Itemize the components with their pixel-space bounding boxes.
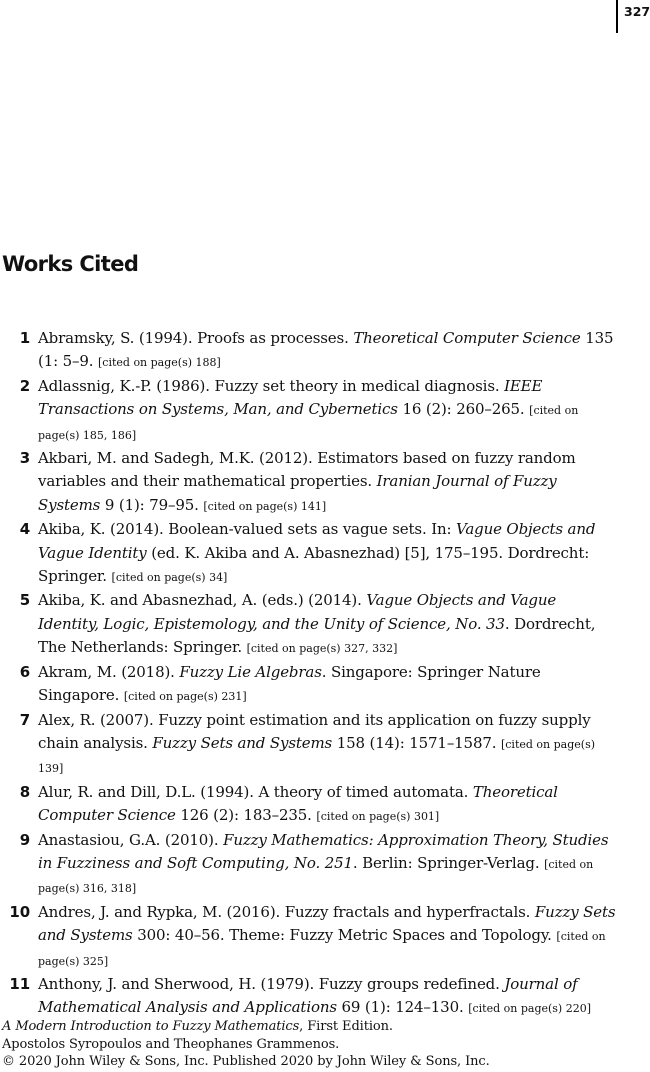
- book-title: A Modern Introduction to Fuzzy Mathematics: [2, 1019, 300, 1034]
- reference-number: 1: [19, 329, 30, 347]
- reference-number: 10: [9, 902, 30, 921]
- reference-source-title: Theoretical Computer Science: [353, 329, 581, 347]
- reference-item: [0, 781, 620, 829]
- reference-item: [0, 327, 620, 375]
- reference-item: [0, 589, 620, 660]
- reference-item: [0, 447, 620, 518]
- reference-number: 11: [9, 974, 30, 993]
- reference-source-title: Fuzzy Sets and Systems: [152, 733, 333, 752]
- reference-text: Abramsky, S. (1994). Proofs as processes.: [38, 329, 354, 347]
- reference-number: 5: [19, 591, 30, 610]
- reference-text: . Berlin: Springer-Verlag.: [352, 853, 545, 872]
- reference-number: 4: [19, 520, 30, 539]
- reference-citation-pages: [cited on page(s) 185, 186]: [38, 404, 579, 442]
- reference-number: 3: [19, 449, 30, 468]
- reference-text: Adlassnig, K.-P. (1986). Fuzzy set theory in medical diagnosis.: [38, 376, 505, 395]
- reference-text: . Dordrecht, The Netherlands: Springer.: [38, 614, 596, 657]
- reference-number: 7: [19, 710, 30, 729]
- reference-citation-pages: [cited on page(s) 220]: [468, 1002, 592, 1016]
- reference-text: Akbari, M. and Sadegh, M.K. (2012). Estimators based on fuzzy random variables and their mathematical properties.: [38, 449, 576, 491]
- reference-text: Akiba, K. (2014). Boolean-valued sets as vague sets. In:: [38, 520, 457, 539]
- reference-text: . Singapore: Springer Nature Singapore.: [38, 662, 541, 705]
- reference-citation-pages: [cited on page(s) 327, 332]: [246, 642, 398, 656]
- reference-citation-pages: [cited on page(s) 325]: [38, 930, 606, 968]
- reference-source-title: Fuzzy Lie Algebras: [179, 662, 322, 681]
- footer-book-line: [2, 1018, 490, 1036]
- reference-number: 6: [19, 662, 30, 681]
- reference-citation-pages: [cited on page(s) 188]: [98, 356, 221, 370]
- book-edition: , First Edition.: [299, 1019, 393, 1034]
- reference-item: [0, 375, 620, 447]
- reference-text: Andres, J. and Rypka, M. (2016). Fuzzy fractals and hyperfractals.: [38, 902, 535, 921]
- reference-item: [0, 709, 620, 781]
- reference-text: 126 (2): 183–235.: [175, 806, 317, 825]
- reference-text: 135 (1: 5–9.: [38, 329, 614, 371]
- reference-text: 69 (1): 124–130.: [336, 998, 469, 1017]
- reference-source-title: Iranian Journal of Fuzzy Systems: [38, 472, 557, 514]
- reference-text: 158 (14): 1571–1587.: [332, 733, 501, 752]
- page-number: 327: [624, 4, 650, 19]
- reference-item: [0, 901, 620, 973]
- reference-citation-pages: [cited on page(s) 316, 318]: [38, 857, 594, 896]
- reference-text: Akram, M. (2018).: [38, 662, 180, 681]
- reference-source-title: Fuzzy Sets and Systems: [38, 902, 616, 945]
- reference-number: 8: [19, 782, 30, 801]
- reference-item: [0, 829, 620, 901]
- footer-copyright: © 2020 John Wiley & Sons, Inc. Published 2020 by John Wiley & Sons, Inc.: [2, 1054, 490, 1069]
- reference-number: 9: [19, 830, 30, 849]
- reference-citation-pages: [cited on page(s) 141]: [203, 499, 327, 513]
- reference-text: (ed. K. Akiba and A. Abasnezhad) [5], 175–195. Dordrecht: Springer.: [38, 543, 590, 586]
- reference-text: 9 (1): 79–95.: [100, 495, 204, 514]
- reference-item: [0, 661, 620, 709]
- reference-source-title: Fuzzy Mathematics: Approximation Theory, Studies in Fuzziness and Soft Computing, No. 251: [38, 830, 609, 872]
- reference-list: [0, 327, 620, 1021]
- footer: [2, 1018, 490, 1071]
- reference-number: 2: [19, 376, 30, 395]
- reference-citation-pages: [cited on page(s) 301]: [316, 810, 440, 824]
- reference-text: 16 (2): 260–265.: [397, 400, 530, 419]
- reference-text: Anastasiou, G.A. (2010).: [38, 830, 224, 849]
- reference-item: [0, 518, 620, 589]
- page-number-rule: [616, 0, 618, 33]
- reference-text: Anthony, J. and Sherwood, H. (1979). Fuzzy groups redefined.: [38, 974, 505, 993]
- reference-source-title: Journal of Mathematical Analysis and Applications: [38, 974, 578, 1017]
- reference-citation-pages: [cited on page(s) 231]: [123, 690, 247, 704]
- reference-citation-pages: [cited on page(s) 34]: [111, 571, 228, 585]
- reference-text: 300: 40–56. Theme: Fuzzy Metric Spaces and Topology.: [132, 926, 557, 945]
- section-heading: Works Cited: [2, 252, 139, 276]
- reference-citation-pages: [cited on page(s) 139]: [38, 737, 596, 776]
- footer-authors: Apostolos Syropoulos and Theophanes Grammenos.: [2, 1036, 340, 1052]
- reference-source-title: IEEE Transactions on Systems, Man, and Cybernetics: [38, 376, 543, 419]
- reference-text: Alur, R. and Dill, D.L. (1994). A theory of timed automata.: [38, 782, 473, 801]
- reference-source-title: Theoretical Computer Science: [38, 782, 558, 825]
- reference-item: [0, 973, 620, 1021]
- reference-text: Akiba, K. and Abasnezhad, A. (eds.) (2014).: [38, 591, 367, 610]
- reference-text: Alex, R. (2007). Fuzzy point estimation and its application on fuzzy supply chain analysis.: [38, 710, 591, 752]
- reference-source-title: Vague Objects and Vague Identity, Logic, Epistemology, and the Unity of Science, No. 33: [38, 591, 557, 633]
- reference-source-title: Vague Objects and Vague Identity: [38, 520, 596, 562]
